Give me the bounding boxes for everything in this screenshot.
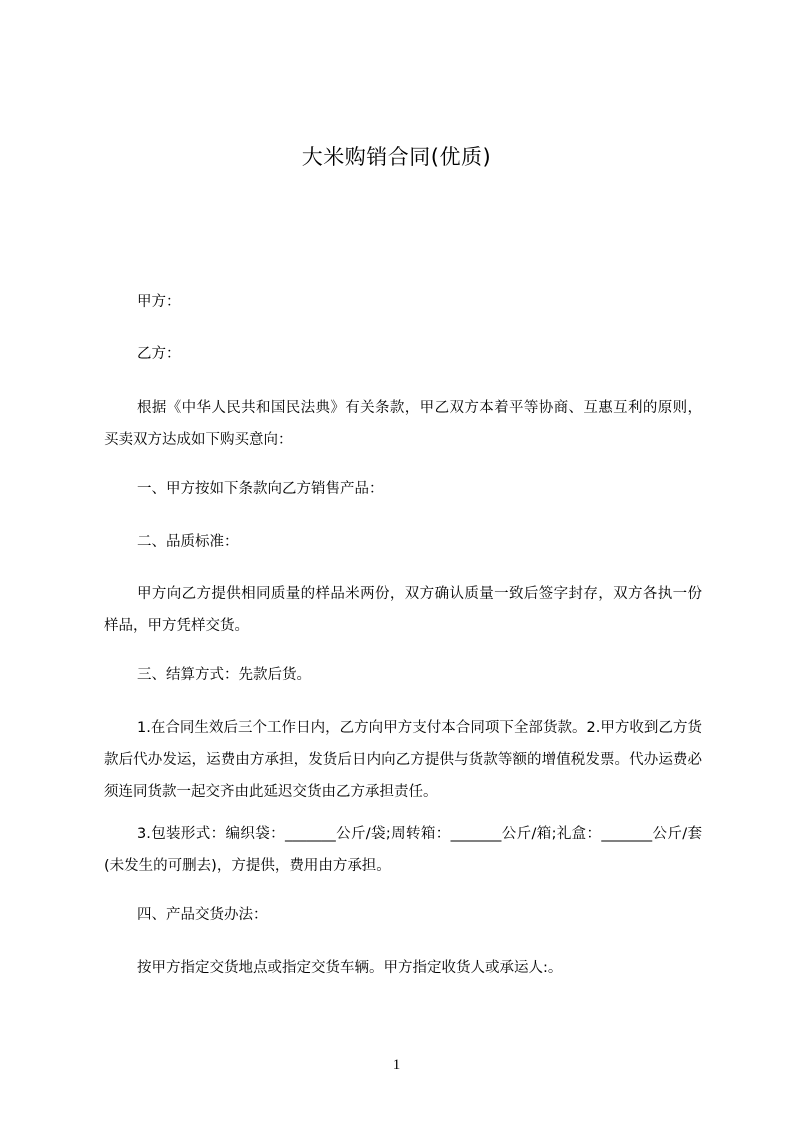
section-4-heading: 四、产品交货办法： xyxy=(137,907,268,923)
party-b-line: 乙方： xyxy=(137,346,181,362)
document-title: 大米购销合同(优质) xyxy=(301,145,492,169)
packaging-paragraph: 3.包装形式：编织袋：_______公斤/袋;周转箱：_______公斤/箱;礼盒：_______公斤/套(未发生的可删去)，方提供，费用由方承担。 xyxy=(104,826,702,874)
section-3-heading: 三、结算方式：先款后货。 xyxy=(137,667,311,683)
page-number: 1 xyxy=(392,1057,401,1073)
preamble-paragraph: 根据《中华人民共和国民法典》有关条款，甲乙双方本着平等协商、互惠互利的原则，买卖双方达成如下购买意向： xyxy=(104,400,702,448)
delivery-paragraph: 按甲方指定交货地点或指定交货车辆。甲方指定收货人或承运人:。 xyxy=(137,960,563,976)
settlement-paragraph: 1.在合同生效后三个工作日内，乙方向甲方支付本合同项下全部货款。2.甲方收到乙方货款后代办发运，运费由方承担，发货后日内向乙方提供与货款等额的增值税发票。代办运费必须连同货款一起交齐由此延迟交货由乙方承担责任。 xyxy=(104,720,702,800)
party-a-line: 甲方： xyxy=(137,294,181,310)
section-2-heading: 二、品质标准： xyxy=(137,534,239,550)
quality-standard-paragraph: 甲方向乙方提供相同质量的样品米两份，双方确认质量一致后签字封存，双方各执一份样品，甲方凭样交货。 xyxy=(104,586,702,634)
section-1-heading: 一、甲方按如下条款向乙方销售产品： xyxy=(137,481,384,497)
